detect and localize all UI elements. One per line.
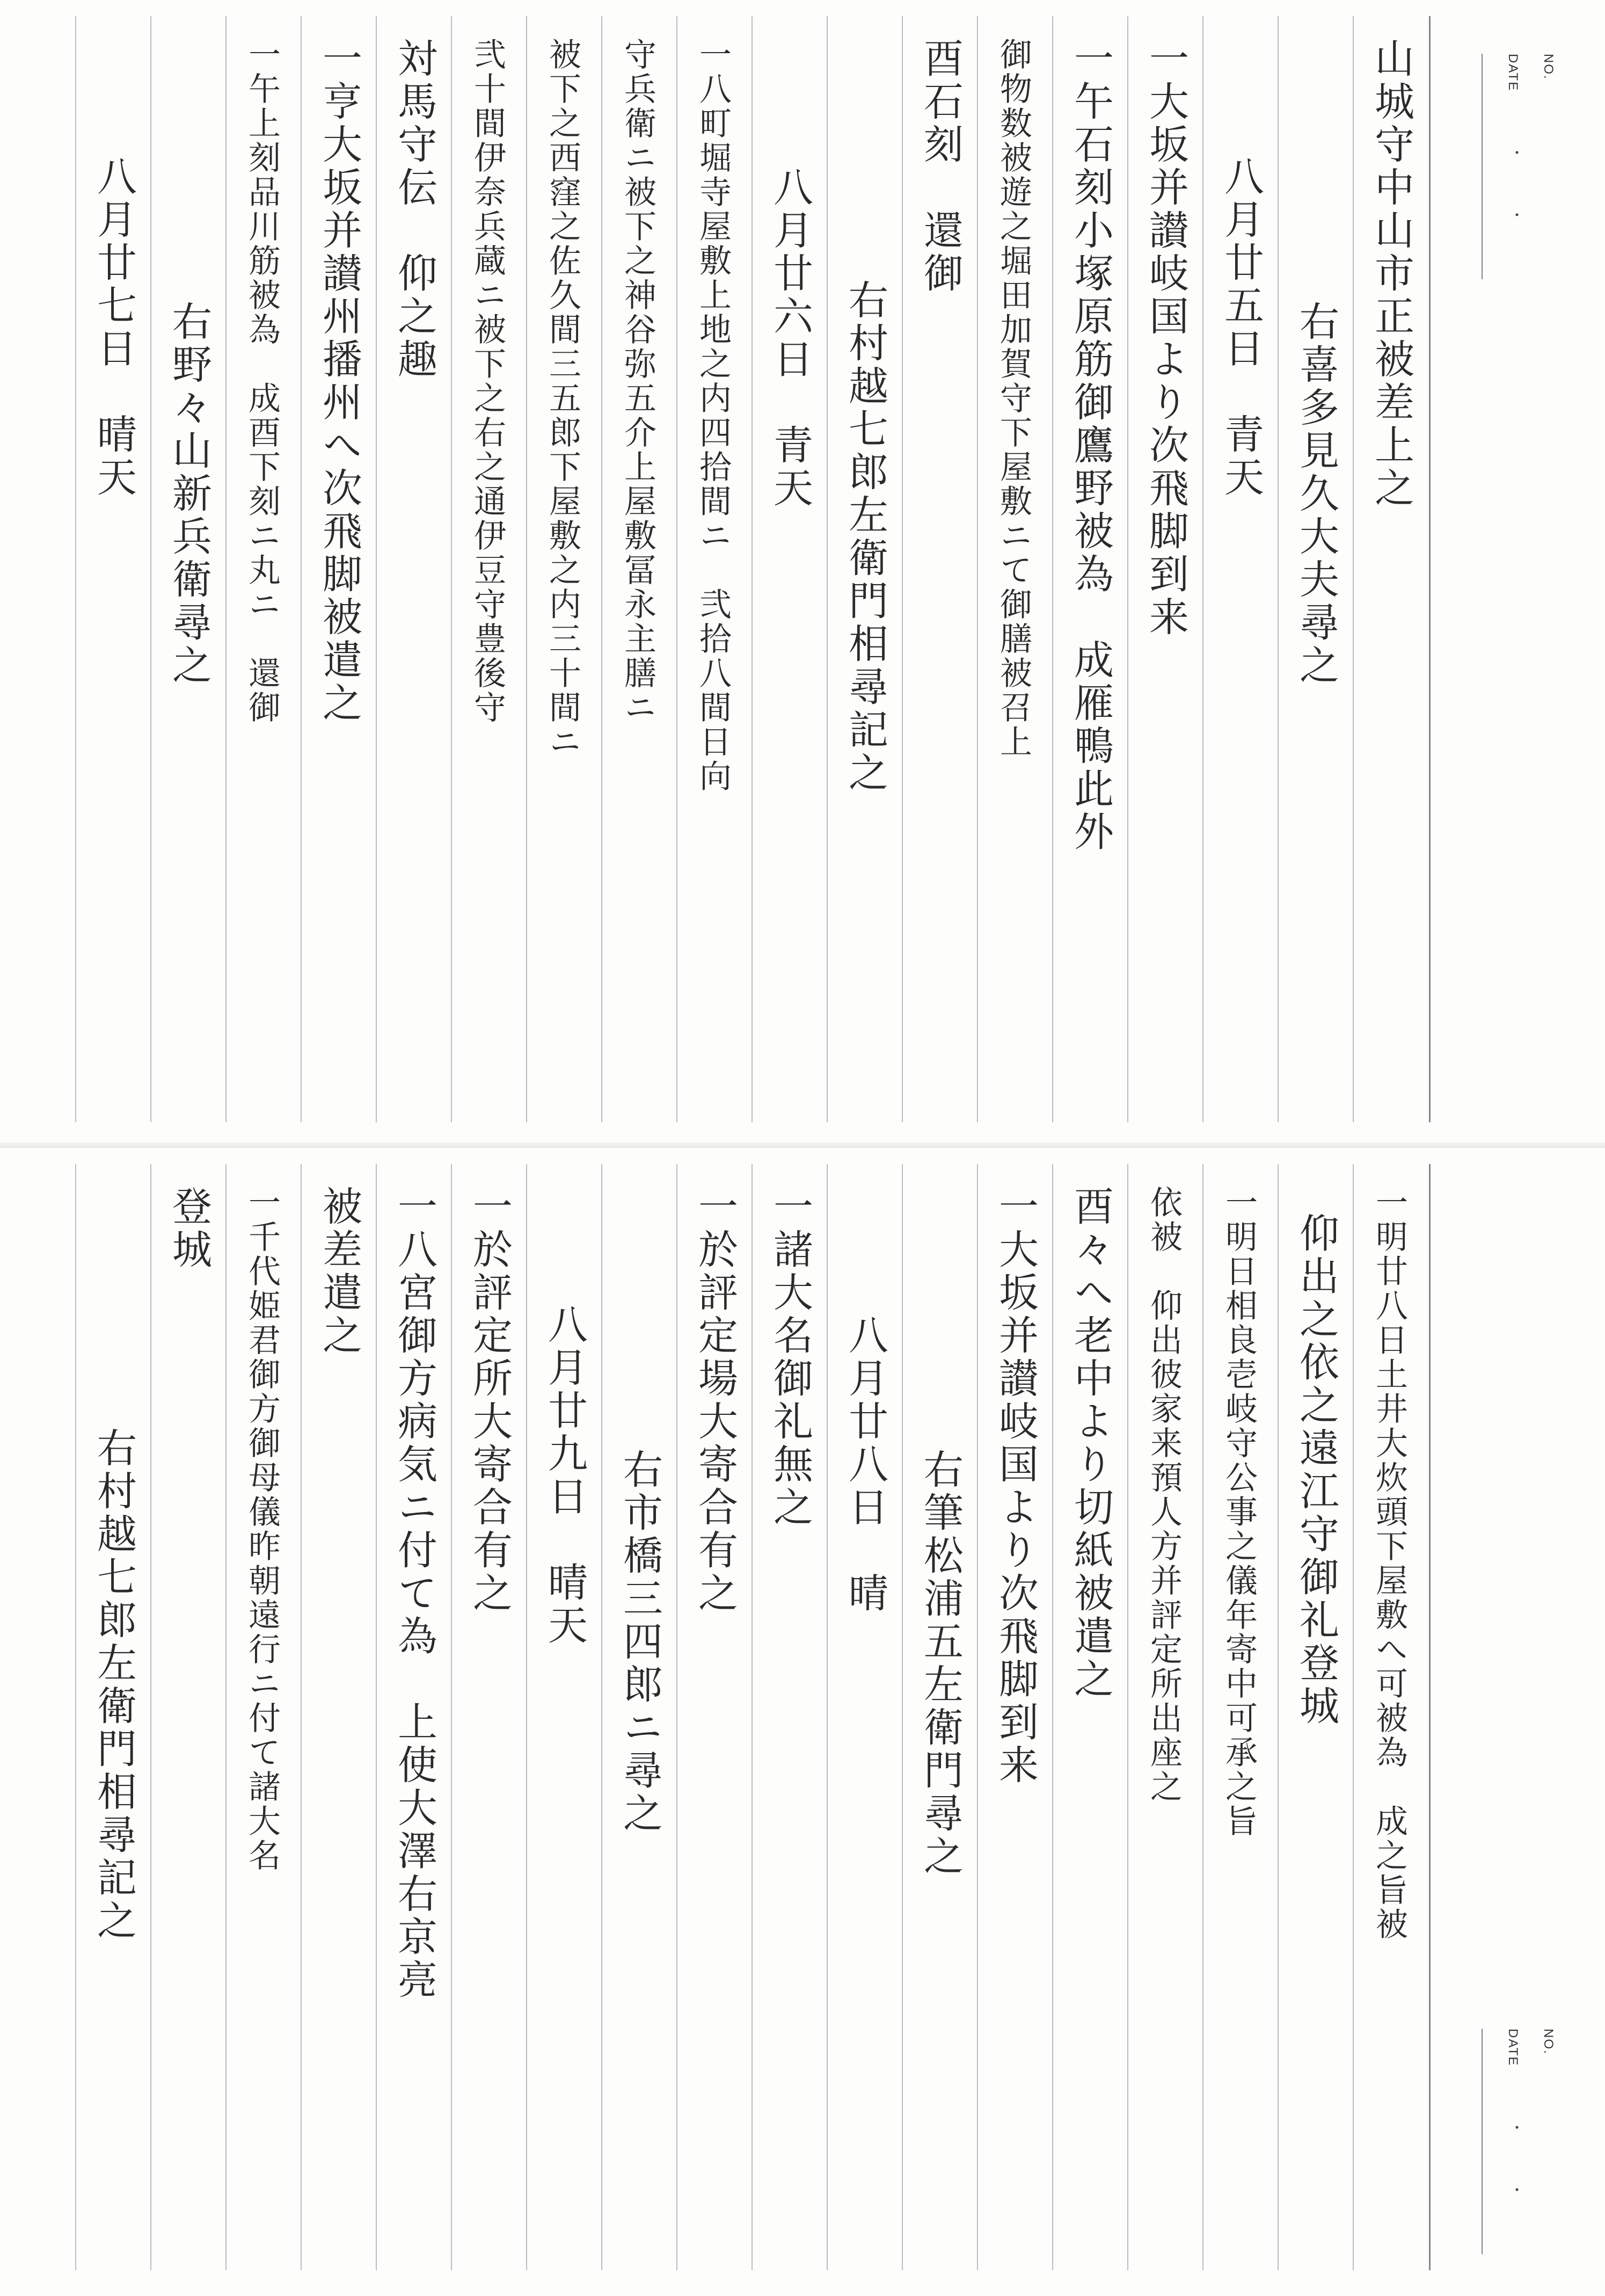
text-line: 守兵衛ニ被下之神谷弥五介上屋敷冨永主膳ニ [619,38,656,725]
rule-line [977,16,978,1122]
margin-line [1429,1164,1431,2270]
text-line: 一午石刻小塚原筋御鷹野被為 成雁鴨此外 [1068,38,1114,854]
date-label: DATE [1506,54,1520,92]
rule-line [451,16,452,1122]
rule-line [376,16,377,1122]
rule-line [1052,1164,1053,2270]
text-line: 八月廿九日 晴天 [542,1304,588,1647]
text-line: 登城 [166,1186,212,1271]
text-line: 御物数被遊之堀田加賀守下屋敷ニて御膳被召上 [995,38,1032,759]
rule-line [902,16,903,1122]
text-line: 仰出之依之遠江守御礼登城 [1293,1212,1339,1728]
text-line: 被差遣之 [316,1186,362,1357]
text-line: 弐十間伊奈兵蔵ニ被下之右之通伊豆守豊後守 [469,38,506,725]
rule-line [1127,16,1128,1122]
text-line: 右村越七郎左衛門相尋記之 [842,279,888,795]
text-line: 右筆松浦五左衛門尋之 [917,1449,964,1878]
text-line: 被下之西窪之佐久間三五郎下屋敷之内三十間ニ [544,38,581,759]
rule-line [676,1164,677,2270]
text-line: 右喜多見久大夫尋之 [1293,301,1339,687]
no-label: NO. [1541,54,1556,80]
text-line: 山城守中山市正被差上之 [1368,38,1414,510]
notebook-header-corner [1482,54,1562,279]
rule-line [601,16,602,1122]
rule-line [1353,1164,1354,2270]
rule-line [676,16,677,1122]
rule-line [75,1164,76,2270]
text-line: 一諸大名御礼無之 [767,1186,813,1529]
text-line: 一八宮御方病気ニ付て為 上使大澤右京亮 [391,1186,437,2002]
date-dots: ・ ・ [1508,2120,1524,2219]
text-line: 右村越七郎左衛門相尋記之 [91,1427,137,1943]
rule-line [1353,16,1354,1122]
margin-line [1429,16,1431,1122]
rule-line [1127,1164,1128,2270]
rule-line [225,1164,227,2270]
text-line: 右市橋三四郎ニ尋之 [617,1449,663,1835]
rule-line [75,16,76,1122]
rule-line [451,1164,452,2270]
rule-line [601,1164,602,2270]
date-dots: ・ ・ [1508,145,1524,244]
rule-line [526,16,527,1122]
rule-line [376,1164,377,2270]
text-line: 対馬守伝 仰之趣 [391,38,437,381]
rule-line [1052,16,1053,1122]
no-label: NO. [1541,2029,1556,2055]
rule-line [752,1164,753,2270]
text-line: 八月廿七日 晴天 [91,156,137,499]
text-line: 八月廿六日 青天 [767,166,813,510]
text-line: 一大坂并讃岐国より次飛脚到来 [993,1186,1039,1787]
notebook-header-corner [1482,2029,1562,2254]
rule-line [1202,16,1203,1122]
text-line: 一於評定場大寄合有之 [692,1186,738,1615]
rule-line [526,1164,527,2270]
rule-line [827,16,828,1122]
rule-line [1278,16,1279,1122]
text-line: 一明日相良壱岐守公事之儀年寄中可承之旨 [1220,1186,1258,1839]
text-line: 依被 仰出彼家来預人方并評定所出座之 [1145,1186,1183,1804]
text-line: 一大坂并讃岐国より次飛脚到来 [1143,38,1189,639]
rule-line [301,16,302,1122]
text-line: 八月廿八日 晴 [842,1314,888,1615]
rule-line [225,16,227,1122]
text-line: 一明廿八日土井大炊頭下屋敷へ可被為 成之旨被 [1370,1186,1408,1942]
date-label: DATE [1506,2029,1520,2067]
notebook-page-bottom [0,1148,1605,2296]
text-line: 右野々山新兵衛尋之 [166,301,212,687]
text-line: 一千代姫君御方御母儀昨朝遠行ニ付て諸大名 [243,1186,281,1873]
rule-line [1278,1164,1279,2270]
rule-line [902,1164,903,2270]
rule-line [150,16,151,1122]
text-line: 酉石刻 還御 [917,38,964,295]
rule-line [977,1164,978,2270]
rule-line [150,1164,151,2270]
rule-line [1202,1164,1203,2270]
text-line: 一亨大坂并讃州播州へ次飛脚被遣之 [316,38,362,725]
text-line: 酉々へ老中より切紙被遣之 [1068,1186,1114,1701]
rule-line [752,16,753,1122]
rule-line [827,1164,828,2270]
text-line: 一午上刻品川筋被為 成酉下刻ニ丸ニ 還御 [243,38,281,725]
text-line: 一八町堀寺屋敷上地之内四拾間ニ 弐拾八間日向 [694,38,732,794]
rule-line [301,1164,302,2270]
text-line: 八月廿五日 青天 [1218,156,1264,499]
text-line: 一於評定所大寄合有之 [466,1186,513,1615]
